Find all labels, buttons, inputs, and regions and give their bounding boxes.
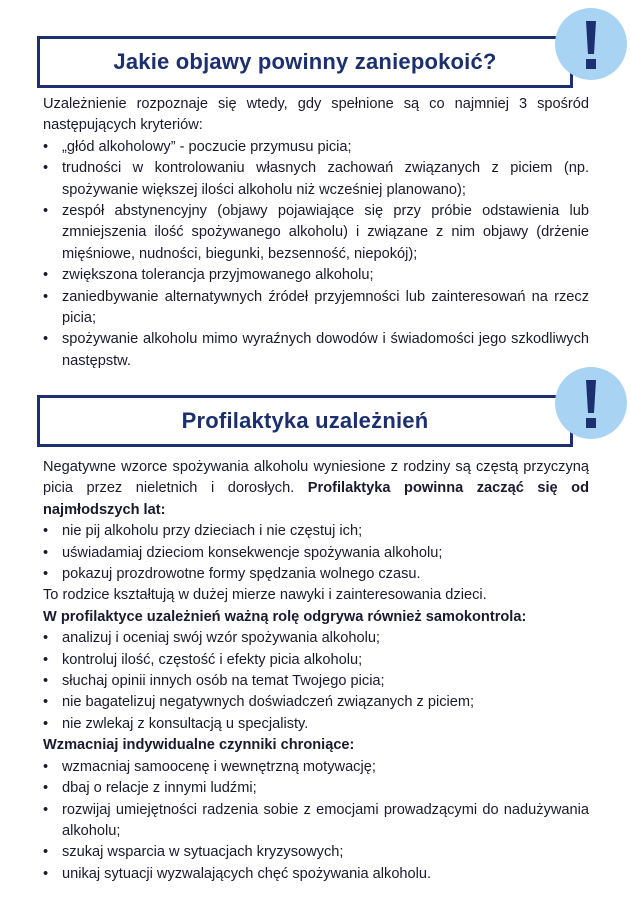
list-item: • unikaj sytuacji wyzwalających chęć spożywania alkoholu. bbox=[43, 864, 589, 885]
list-item: • słuchaj opinii innych osób na temat Twojego picia; bbox=[43, 671, 589, 692]
list-item: • uświadamiaj dzieciom konsekwencje spożywania alkoholu; bbox=[43, 543, 589, 564]
list-item: • zaniedbywanie alternatywnych źródeł przyjemności lub zainteresowań na rzecz picia; bbox=[43, 287, 589, 330]
list-item: • zwiększona tolerancja przyjmowanego alkoholu; bbox=[43, 265, 589, 286]
section1-header bbox=[37, 36, 573, 88]
section2-intro bbox=[43, 457, 589, 521]
list-item: • wzmacniaj samoocenę i wewnętrzną motywację; bbox=[43, 757, 589, 778]
section1-title: Jakie objawy powinny zaniepokoić? bbox=[113, 49, 497, 74]
section1-body bbox=[43, 94, 589, 372]
protective-factors-heading: Wzmacniaj indywidualne czynniki chroniące: bbox=[43, 737, 355, 754]
list-item: • szukaj wsparcia w sytuacjach kryzysowych; bbox=[43, 842, 589, 863]
section2-header bbox=[37, 395, 573, 447]
list-item: • trudności w kontrolowaniu własnych zachowań związanych z piciem (np. spożywanie większej ilości alkoholu niż wcześniej planowano); bbox=[43, 158, 589, 201]
list-item: • zespół abstynencyjny (objawy pojawiające się przy próbie odstawienia lub zmniejszenia ilość spożywanego alkoholu) i związane z nim objawy (drżenie mięśniowe, nudności, biegunki, bezsenność, niepokój); bbox=[43, 201, 589, 265]
protective-factors-list bbox=[43, 757, 589, 885]
list-item: • nie zwlekaj z konsultacją u specjalisty. bbox=[43, 714, 589, 735]
list-item: • spożywanie alkoholu mimo wyraźnych dowodów i świadomości jego szkodliwych następstw. bbox=[43, 329, 589, 372]
list-item: • kontroluj ilość, częstość i efekty picia alkoholu; bbox=[43, 650, 589, 671]
criteria-list bbox=[43, 137, 589, 372]
self-control-list bbox=[43, 628, 589, 735]
intro-bold: Profilaktyka powinna zacząć się od najmłodszych lat: bbox=[43, 480, 590, 518]
list-item: • pokazuj prozdrowotne formy spędzania wolnego czasu. bbox=[43, 564, 589, 585]
exclamation-icon bbox=[555, 367, 627, 439]
section1-intro: Uzależnienie rozpoznaje się wtedy, gdy spełnione są co najmniej 3 spośród następujących kryteriów: bbox=[43, 96, 589, 134]
self-control-heading: W profilaktyce uzależnień ważną rolę odgrywa również samokontrola: bbox=[43, 608, 527, 625]
list-item: • nie pij alkoholu przy dzieciach i nie częstuj ich; bbox=[43, 521, 589, 542]
exclamation-icon bbox=[555, 8, 627, 80]
list-item: • „głód alkoholowy” - poczucie przymusu picia; bbox=[43, 137, 589, 158]
list-item: • rozwijaj umiejętności radzenia sobie z emocjami prowadzącymi do nadużywania alkoholu; bbox=[43, 800, 589, 843]
parents-note: To rodzice kształtują w dużej mierze nawyki i zainteresowania dzieci. bbox=[43, 587, 487, 604]
list-item: • analizuj i oceniaj swój wzór spożywania alkoholu; bbox=[43, 628, 589, 649]
list-item: • nie bagatelizuj negatywnych doświadczeń związanych z piciem; bbox=[43, 692, 589, 713]
section2-body bbox=[43, 457, 589, 885]
list-item: • dbaj o relacje z innymi ludźmi; bbox=[43, 778, 589, 799]
intro-text: Negatywne wzorce spożywania alkoholu wyniesione z rodziny są częstą przyczyną picia przez nieletnich i dorosłych. bbox=[43, 459, 589, 497]
parent-tips-list bbox=[43, 521, 589, 585]
section2-title: Profilaktyka uzależnień bbox=[181, 408, 429, 433]
